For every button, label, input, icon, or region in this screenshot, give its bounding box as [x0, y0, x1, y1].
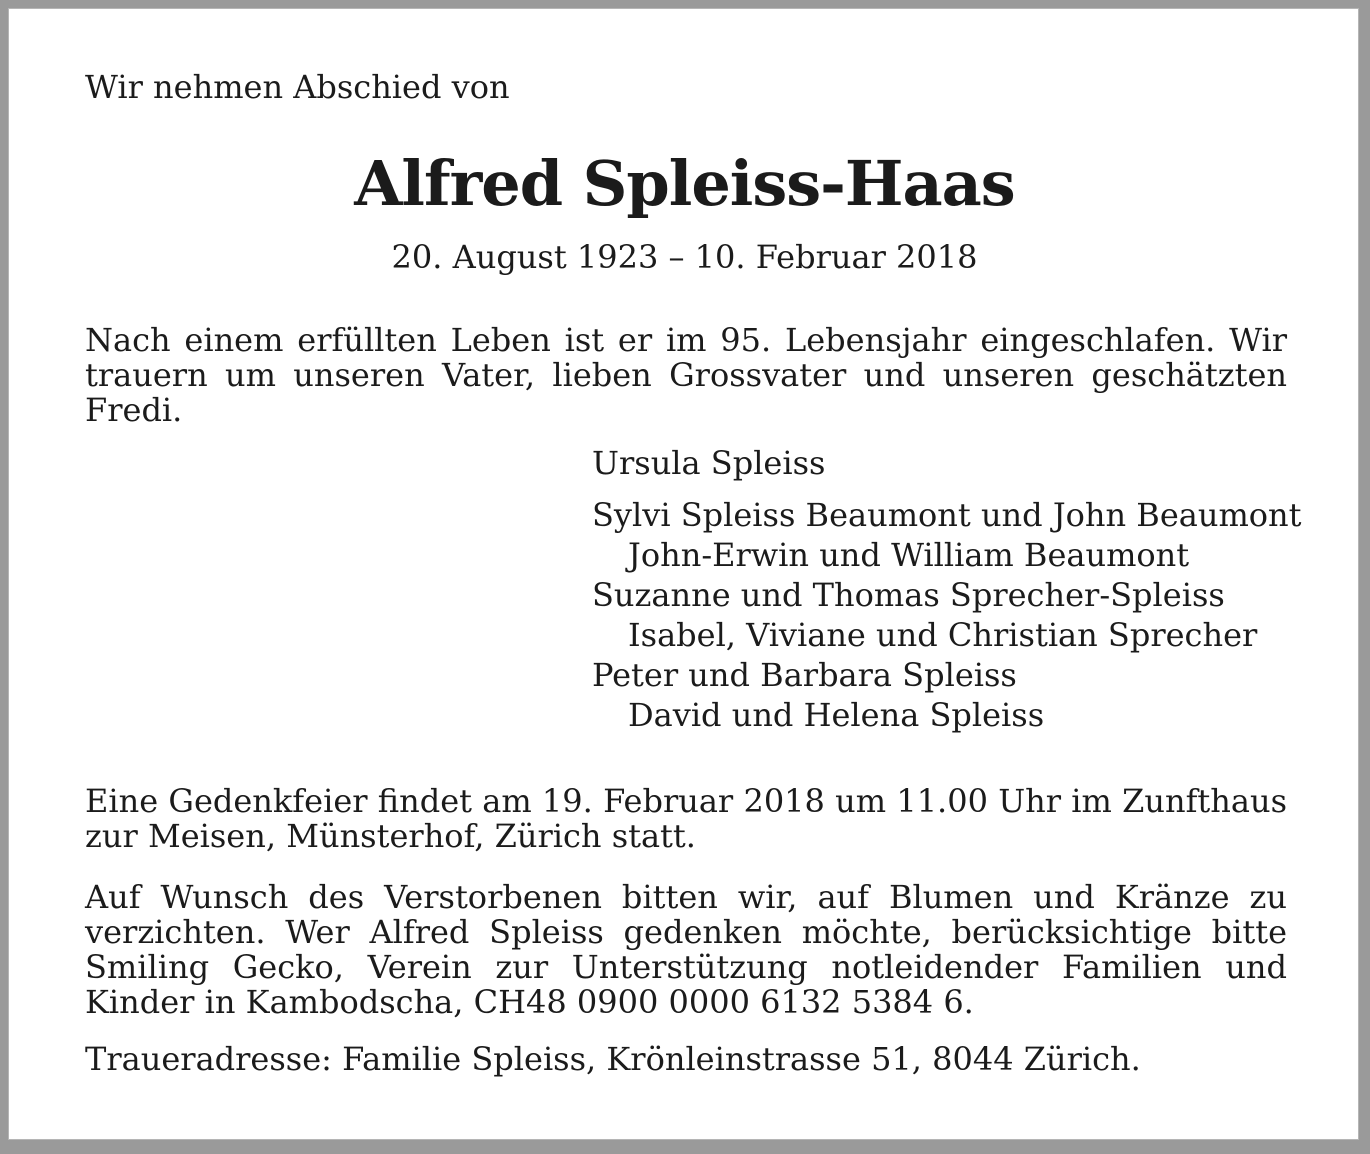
obituary-notice	[8, 8, 1359, 1140]
intro-line: Wir nehmen Abschied von	[85, 68, 510, 106]
mourning-address: Traueradresse: Familie Spleiss, Krönleinstrasse 51, 8044 Zürich.	[85, 1040, 1141, 1078]
life-dates: 20. August 1923 – 10. Februar 2018	[391, 238, 978, 276]
life-paragraph: Nach einem erfüllten Leben ist er im 95. Lebensjahr eingeschlafen. Wir trauern um unseren Vater, lieben Grossvater und unseren geschätzten Fredi.	[85, 321, 1287, 429]
donation-paragraph: Auf Wunsch des Verstorbenen bitten wir, auf Blumen und Kränze zu verzichten. Wer Alfred Spleiss gedenken möchte, berücksichtige bitte Smiling Gecko, Verein zur Unterstützung notleidender Familien und Kinder in Kambodscha, CH48 0900 0000 6132 5384 6.	[85, 878, 1287, 1021]
ceremony-paragraph: Eine Gedenkfeier findet am 19. Februar 2018 um 11.00 Uhr im Zunfthaus zur Meisen, Münsterhof, Zürich statt.	[85, 782, 1287, 855]
family-member-children: John-Erwin und William Beaumont	[628, 536, 1190, 574]
family-member: Sylvi Spleiss Beaumont und John Beaumont	[592, 496, 1302, 534]
family-list	[592, 443, 1302, 735]
family-member: Suzanne und Thomas Sprecher-Spleiss	[592, 576, 1225, 614]
family-member: Ursula Spleiss	[592, 444, 826, 482]
family-member-children: David und Helena Spleiss	[628, 696, 1045, 734]
deceased-name: Alfred Spleiss-Haas	[354, 147, 1015, 220]
family-member: Peter und Barbara Spleiss	[592, 656, 1017, 694]
family-member-children: Isabel, Viviane und Christian Sprecher	[628, 616, 1258, 654]
